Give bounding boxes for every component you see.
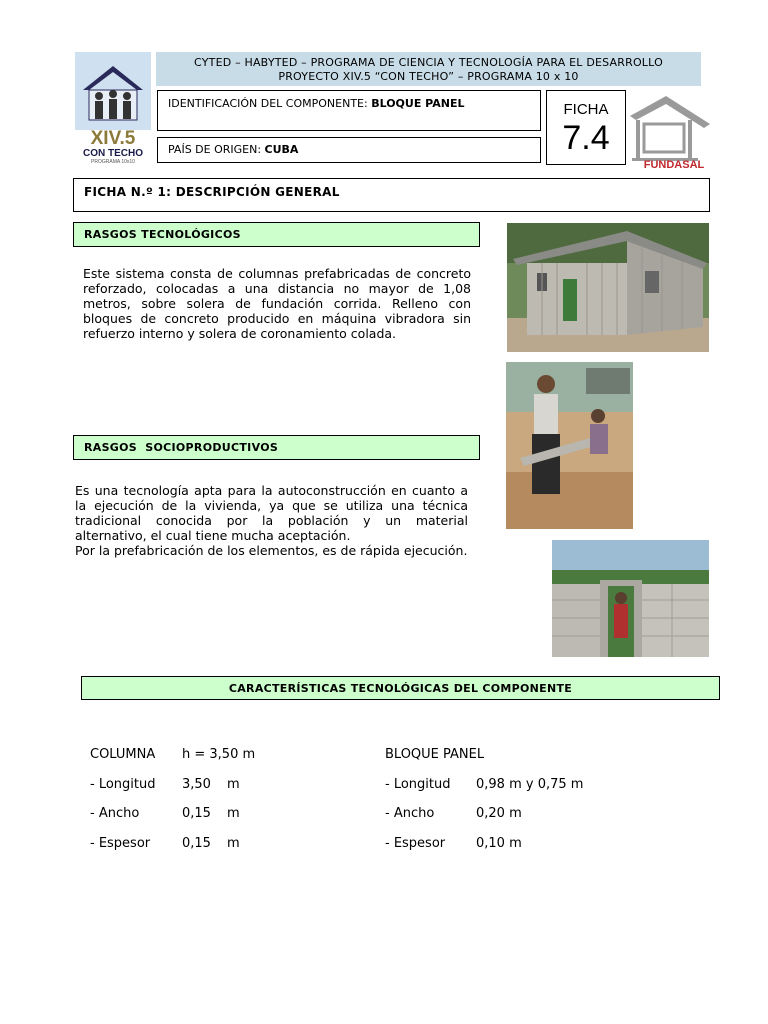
- con-techo-logo: [75, 52, 151, 164]
- bloque-ancho-label: - Ancho: [385, 806, 435, 821]
- header-line-1: CYTED – HABYTED – PROGRAMA DE CIENCIA Y TECNOLOGÍA PARA EL DESARROLLO: [194, 56, 663, 69]
- bloque-longitud-label: - Longitud: [385, 777, 451, 792]
- columna-espesor-label: - Espesor: [90, 836, 151, 851]
- ficha-label: FICHA: [563, 101, 609, 118]
- caracteristicas-label: CARACTERÍSTICAS TECNOLÓGICAS DEL COMPONENTE: [81, 676, 720, 700]
- columna-ancho-label: - Ancho: [90, 806, 140, 821]
- socioproductivos-paragraph-1: Es una tecnología apta para la autoconstrucción en cuanto a la ejecución de la vivienda, ya que se utiliza una técnica tradicional conocida por la población y un material alternativo, el cual tiene mucha aceptación.: [75, 483, 468, 543]
- bloque-ancho-value: 0,20 m: [476, 806, 522, 821]
- house-photo: [507, 223, 709, 352]
- component-id-value: BLOQUE PANEL: [371, 97, 465, 110]
- ficha-box: [546, 90, 626, 165]
- socioproductivos-paragraph-2: Por la prefabricación de los elementos, es de rápida ejecución.: [75, 543, 468, 558]
- country-box: [157, 137, 541, 163]
- columna-espesor-unit: m: [227, 836, 240, 851]
- svg-text:CON TECHO: CON TECHO: [83, 148, 143, 159]
- svg-text:PROGRAMA 10x10: PROGRAMA 10x10: [91, 159, 135, 164]
- svg-text:FUNDASAL: FUNDASAL: [643, 159, 705, 170]
- rasgos-socioproductivos-label: RASGOS SOCIOPRODUCTIVOS: [73, 435, 480, 460]
- ficha-number: 7.4: [562, 119, 610, 157]
- rasgos-socioproductivos-text: [75, 483, 468, 558]
- header-line-2: PROYECTO XIV.5 “CON TECHO” – PROGRAMA 10 x 10: [278, 70, 579, 83]
- bloque-espesor-label: - Espesor: [385, 836, 446, 851]
- bloque-espesor-value: 0,10 m: [476, 836, 522, 851]
- wall-construction-photo: [552, 540, 709, 657]
- columna-ancho-unit: m: [227, 806, 240, 821]
- country-value: CUBA: [264, 143, 299, 156]
- columna-subtitle: h = 3,50 m: [182, 747, 256, 762]
- worker-photo: [506, 362, 633, 529]
- svg-text:XIV.5: XIV.5: [90, 128, 136, 149]
- component-id-label: IDENTIFICACIÓN DEL COMPONENTE:: [168, 97, 372, 110]
- header-band: [156, 52, 701, 86]
- columna-espesor-value: 0,15: [182, 836, 211, 851]
- columna-ancho-value: 0,15: [182, 806, 211, 821]
- component-id-box: [157, 90, 541, 131]
- country-label: PAÍS DE ORIGEN:: [168, 143, 265, 156]
- rasgos-tecnologicos-text: Este sistema consta de columnas prefabricadas de concreto reforzado, colocadas a una distancia no mayor de 1,08 metros, sobre solera de fundación corrida. Relleno con bloques de concreto producido en máquina vibradora sin refuerzo interno y solera de coronamiento colada.: [83, 266, 471, 341]
- columna-title: COLUMNA: [90, 747, 156, 762]
- bloque-longitud-value: 0,98 m y 0,75 m: [476, 777, 584, 792]
- rasgos-tecnologicos-label: RASGOS TECNOLÓGICOS: [73, 222, 480, 247]
- fundasal-logo: [630, 94, 712, 170]
- columna-longitud-label: - Longitud: [90, 777, 156, 792]
- bloque-title: BLOQUE PANEL: [385, 747, 485, 762]
- columna-longitud-value: 3,50: [182, 777, 211, 792]
- section-title: FICHA N.º 1: DESCRIPCIÓN GENERAL: [73, 178, 710, 212]
- columna-longitud-unit: m: [227, 777, 240, 792]
